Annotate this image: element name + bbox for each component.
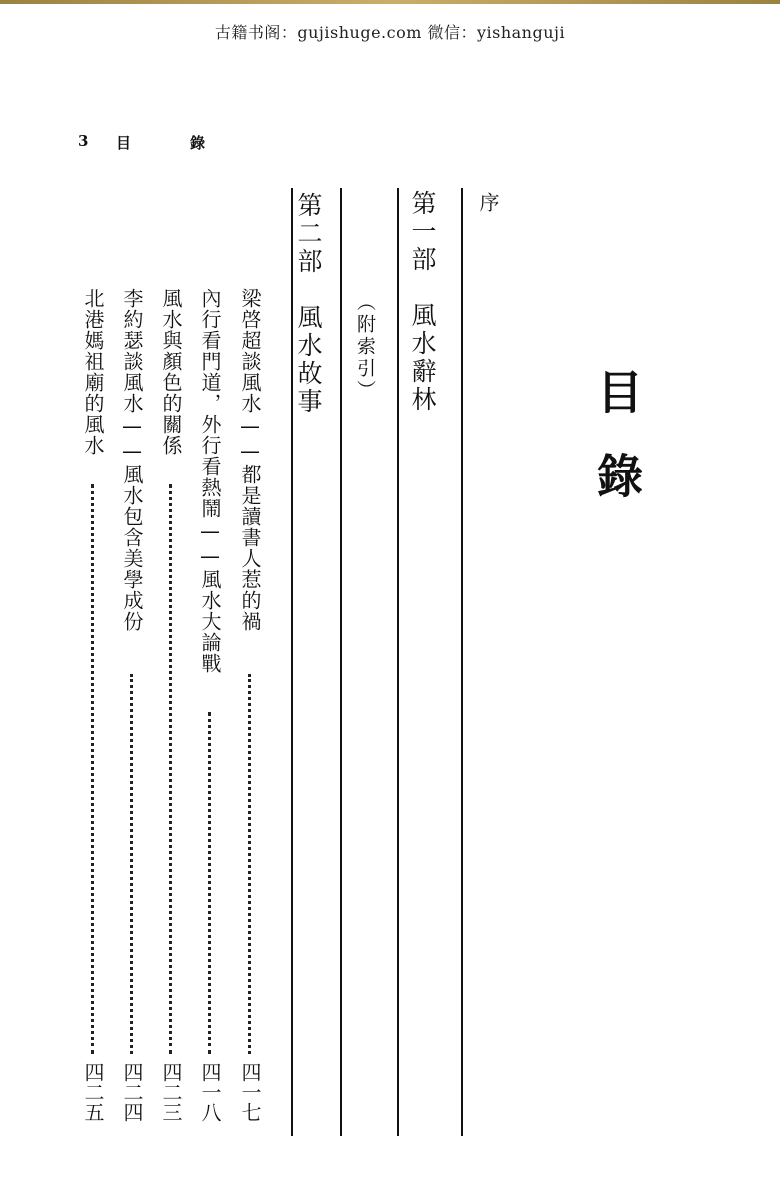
dot-leader [130,674,133,1054]
part1-heading[interactable]: 第一部 風水辭林 [408,190,437,414]
dot-leader [208,712,211,1054]
watermark: 古籍书阁：gujishuge.com 微信：yishanguji [214,23,566,42]
dot-leader [169,484,172,1054]
part1-note: （附索引） [354,292,376,402]
top-border [0,0,780,4]
dot-leader [248,674,251,1054]
toc-entry-title: 李約瑟談風水——風水包含美學成份 [120,288,144,632]
toc-entry-page: 四二三 [159,1062,183,1122]
divider-rule [397,188,399,1136]
running-title-char-2: 錄 [190,134,206,152]
divider-rule [461,188,463,1136]
toc-entry-title: 內行看門道，外行看熱鬧——風水大論戰 [198,288,222,674]
dot-leader [91,484,94,1054]
preface-entry[interactable]: 序 [476,192,500,215]
toc-entry-page: 四二五 [81,1062,105,1122]
page-number: 3 [78,132,89,150]
toc-entry-title: 北港媽祖廟的風水 [81,288,105,456]
divider-rule [291,188,293,1136]
toc-entry-page: 四二四 [120,1062,144,1122]
page-title: 目錄 [590,368,644,536]
divider-rule [340,188,342,1136]
toc-entry-title: 風水與顏色的關係 [159,288,183,456]
part2-heading[interactable]: 第二部 風水故事 [294,192,323,416]
toc-entry-page: 四一八 [198,1062,222,1122]
running-title-char-1: 目 [116,134,132,152]
toc-entry-page: 四一七 [238,1062,262,1122]
toc-entry-title: 梁啓超談風水——都是讀書人惹的禍 [238,288,262,632]
